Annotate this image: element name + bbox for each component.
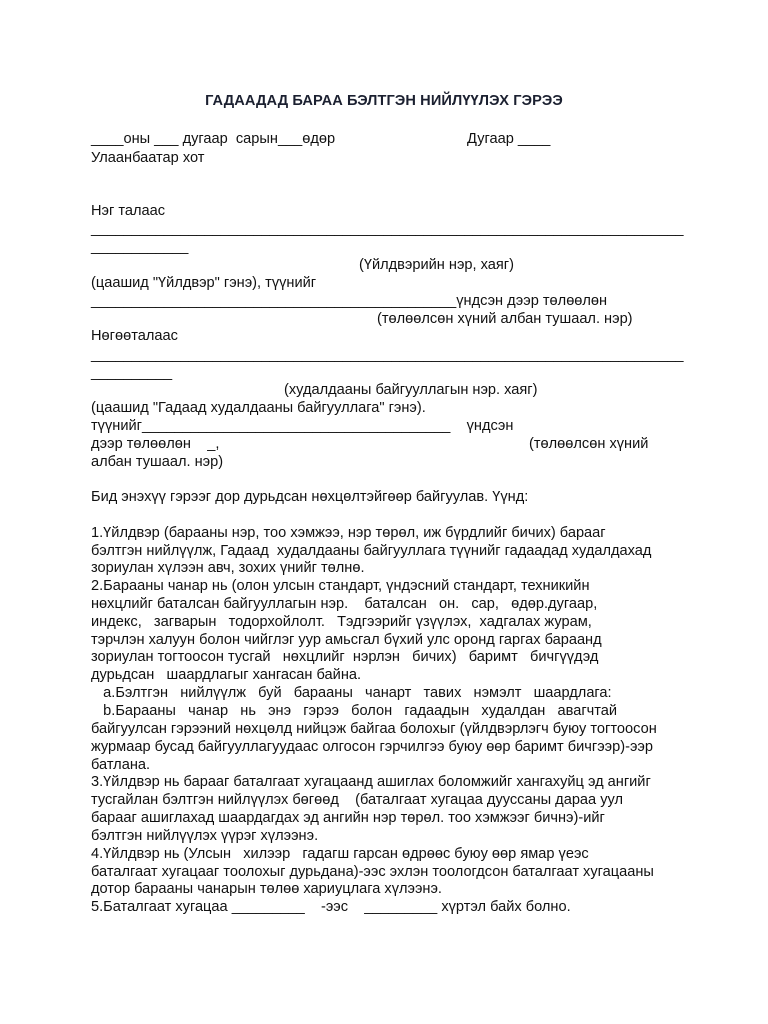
clause-1-line-2: бэлтгэн нийлүүлж, Гадаад худалдааны байгууллага түүнийг гадаадад худалдахад bbox=[91, 543, 652, 559]
clause-2b-line-2: байгуулсан гэрээний нөхцөлд нийцэж байгаа болохыг (үйлдвэрлэгч буюу тогтоосон bbox=[91, 721, 657, 737]
party-two-representative-caption-2: албан тушаал. нэр) bbox=[91, 454, 224, 470]
party-one-representative-line: _____________________________________________үндсэн дээр төлөөлөн bbox=[91, 293, 608, 309]
clause-2a: a.Бэлтгэн нийлүүлж буй барааны чанарт тавих нэмэлт шаардлага: bbox=[91, 685, 612, 701]
document-title: ГАДААДАД БАРАА БЭЛТГЭН НИЙЛҮҮЛЭХ ГЭРЭЭ bbox=[205, 93, 563, 109]
date-line: ____оны ___ дугаар сарын___өдөр bbox=[91, 131, 336, 147]
clause-2b-line-4: батлана. bbox=[91, 757, 151, 773]
clause-2-line-2: нөхцлийг баталсан байгууллагын нэр. баталсан он. сар, өдөр.дугаар, bbox=[91, 596, 598, 612]
clause-4-line-3: дотор барааны чанарын төлөө хариуцлага хүлээнэ. bbox=[91, 881, 442, 897]
party-two-caption: (худалдааны байгууллагын нэр. хаяг) bbox=[284, 382, 538, 398]
party-one-representative-caption: (төлөөлсөн хүний албан тушаал. нэр) bbox=[377, 311, 633, 327]
party-two-representative-caption: (төлөөлсөн хүний bbox=[529, 436, 649, 452]
party-one-blank-line-short: ____________ bbox=[91, 239, 189, 255]
party-two-representative-line: түүнийг______________________________________ үндсэн bbox=[91, 418, 514, 434]
clause-4-line-2: баталгаат хугацааг тоолохыг дурьдана)-ээс эхлэн тоологдсон баталгаат хугацааны bbox=[91, 864, 654, 880]
clause-2-line-6: дурьдсан шаардлагыг хангасан байна. bbox=[91, 667, 362, 683]
clause-3-line-4: бэлтгэн нийлүүлэх үүрэг хүлээнэ. bbox=[91, 828, 319, 844]
party-two-representative-line-2: дээр төлөөлөн _, bbox=[91, 436, 220, 452]
clause-5: 5.Баталгаат хугацаа _________ -ээс _________ хүртэл байх болно. bbox=[91, 899, 571, 915]
clause-3-line-2: тусгайлан бэлтгэн нийлүүлэх бөгөөд (баталгаат хугацаа дууссаны дараа уул bbox=[91, 792, 624, 808]
party-two-blank-line-short: __________ bbox=[91, 365, 173, 381]
contract-number: Дугаар ____ bbox=[467, 131, 551, 147]
party-one-label: Нэг талаас bbox=[91, 203, 166, 219]
party-one-alias: (цаашид "Үйлдвэр" гэнэ), түүнийг bbox=[91, 275, 317, 291]
party-one-caption: (Үйлдвэрийн нэр, хаяг) bbox=[359, 257, 514, 273]
clause-2-line-4: тэрчлэн халуун болон чийглэг уур амьсгал бүхий улс оронд гаргах бараанд bbox=[91, 632, 602, 648]
clause-2-line-3: индекс, загварын тодорхойлолт. Тэдгээрийг үзүүлэх, хадгалах журам, bbox=[91, 614, 592, 630]
clause-2b-line-3: журмаар бусад байгууллагуудаас олгосон гэрчилгээ буюу өөр баримт бичгээр)-ээр bbox=[91, 739, 653, 755]
clause-3-line-3: барааг ашиглахад шаардагдах эд ангийн нэр төрөл. тоо хэмжээг бичнэ)-ийг bbox=[91, 810, 605, 826]
city-line: Улаанбаатар хот bbox=[91, 150, 205, 166]
clause-1-line-3: зориулан хүлээн авч, зохих үнийг төлнө. bbox=[91, 560, 365, 576]
party-one-blank-line: _________________________________________________________________________ bbox=[91, 221, 684, 237]
agreement-intro: Бид энэхүү гэрээг дор дурьдсан нөхцөлтэйгөөр байгуулав. Үүнд: bbox=[91, 489, 529, 505]
party-two-alias: (цаашид "Гадаад худалдааны байгууллага" гэнэ). bbox=[91, 400, 426, 416]
clause-2-line-1: 2.Барааны чанар нь (олон улсын стандарт, үндэсний стандарт, техникийн bbox=[91, 578, 590, 594]
party-two-label: Нөгөөталаас bbox=[91, 328, 178, 344]
clause-4-line-1: 4.Үйлдвэр нь (Улсын хилээр гадагш гарсан өдрөөс буюу өөр ямар үеэс bbox=[91, 846, 589, 862]
clause-3-line-1: 3.Үйлдвэр нь барааг баталгаат хугацаанд ашиглах боломжийг хангахуйц эд ангийг bbox=[91, 774, 651, 790]
clause-2-line-5: зориулан тогтоосон тусгай нөхцлийг нэрлэн бичих) баримт бичгүүдэд bbox=[91, 649, 599, 665]
party-two-blank-line: _________________________________________________________________________ bbox=[91, 347, 684, 363]
clause-2b-line-1: b.Барааны чанар нь энэ гэрээ болон гадаадын худалдан авагчтай bbox=[91, 703, 618, 719]
clause-1-line-1: 1.Үйлдвэр (барааны нэр, тоо хэмжээ, нэр төрөл, иж бүрдлийг бичих) барааг bbox=[91, 525, 606, 541]
